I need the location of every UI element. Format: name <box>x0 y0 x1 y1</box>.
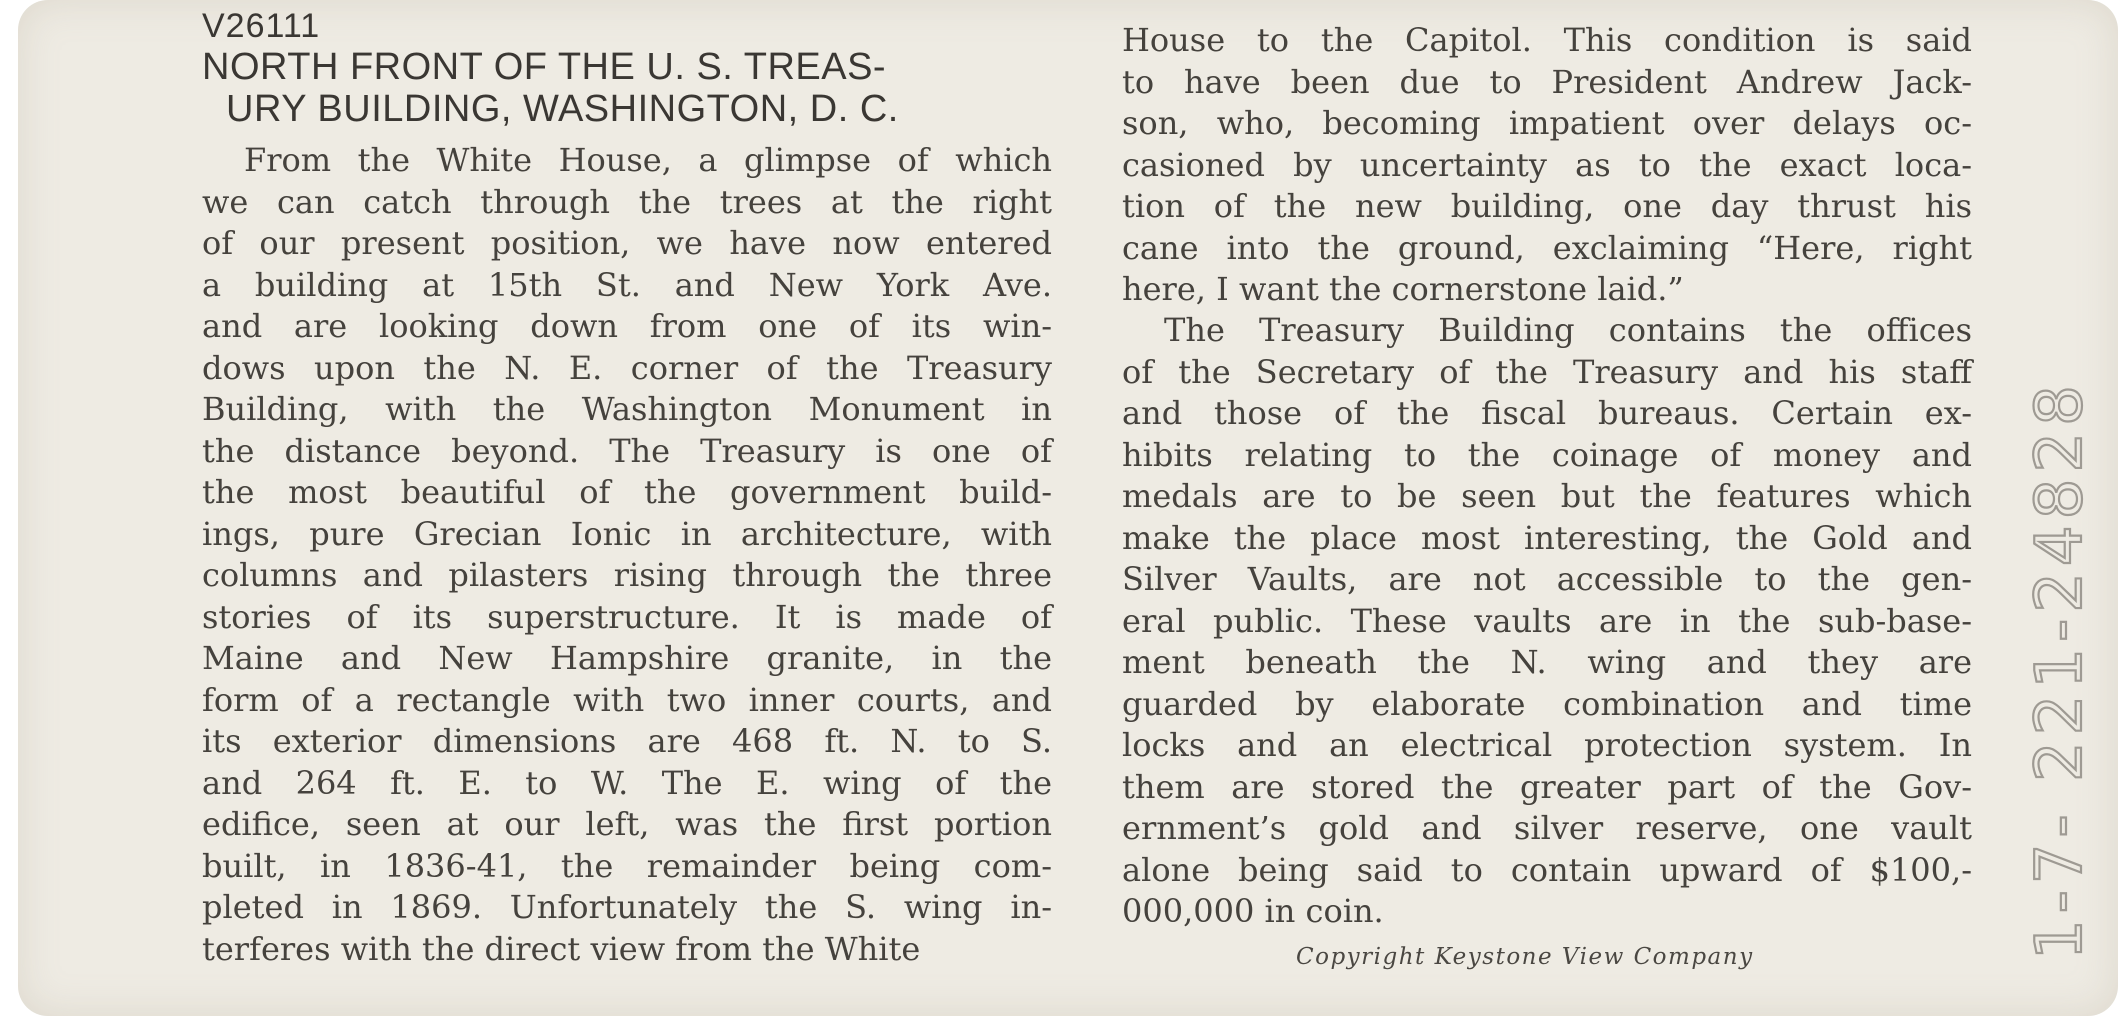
text-line: eral public. These vaults are in the sub-base- <box>1122 601 1972 640</box>
text-line: built, in 1836-41, the remainder being com- <box>202 846 1052 885</box>
stereograph-card-back <box>18 0 2118 1016</box>
text-line: a building at 15th St. and New York Ave. <box>202 265 1052 304</box>
text-line: pleted in 1869. Unfortunately the S. wing in- <box>202 888 1052 926</box>
description-paragraph-1 <box>202 140 1052 970</box>
description-paragraph-3 <box>1122 310 1972 933</box>
catalog-number: V26111 <box>202 7 321 45</box>
text-line: son, who, becoming impatient over delays oc- <box>1122 104 1972 142</box>
text-line: locks and an electrical protection system. In <box>1122 726 1972 764</box>
text-line: stories of its superstructure. It is made of <box>202 597 1052 636</box>
handwritten-pencil-note <box>2003 30 2123 970</box>
text-line: medals are to be seen but the features which <box>1122 477 1972 515</box>
text-line: its exterior dimensions are 468 ft. N. to S. <box>202 722 1052 760</box>
text-line: Silver Vaults, are not accessible to the gen- <box>1122 560 1972 598</box>
text-line: tion of the new building, one day thrust his <box>1122 187 1972 225</box>
text-line: of our present position, we have now entered <box>202 224 1052 262</box>
text-line: ings, pure Grecian Ionic in architecture, with <box>202 514 1052 553</box>
text-line: and 264 ft. E. to W. The E. wing of the <box>202 763 1052 802</box>
text-line: edifice, seen at our left, was the first portion <box>202 805 1052 843</box>
text-line: hibits relating to the coinage of money and <box>1122 435 1972 474</box>
text-line: here, I want the cornerstone laid.” <box>1122 270 1684 308</box>
text-line: columns and pilasters rising through the three <box>202 556 1052 594</box>
text-line: 000,000 in coin. <box>1122 892 1384 930</box>
card-title <box>202 46 1052 130</box>
text-line: the distance beyond. The Treasury is one of <box>202 431 1052 470</box>
text-line: we can catch through the trees at the right <box>202 182 1052 221</box>
text-line: form of a rectangle with two inner courts, and <box>202 680 1052 719</box>
text-line: casioned by uncertainty as to the exact loca- <box>1122 145 1972 184</box>
text-line: ernment’s gold and silver reserve, one vault <box>1122 809 1972 847</box>
text-line: dows upon the N. E. corner of the Treasury <box>202 348 1052 387</box>
text-line: the most beautiful of the government build- <box>202 473 1052 511</box>
text-line: The Treasury Building contains the offices <box>1164 311 1972 349</box>
text-line: and those of the fiscal bureaus. Certain ex- <box>1122 394 1972 432</box>
text-line: House to the Capitol. This condition is said <box>1122 21 1972 59</box>
description-paragraph-2 <box>1122 20 1972 311</box>
text-line: terferes with the direct view from the White <box>202 929 921 968</box>
text-line: Building, with the Washington Monument in <box>202 390 1052 428</box>
text-line: guarded by elaborate combination and time <box>1122 684 1972 723</box>
text-line: them are stored the greater part of the Gov- <box>1122 767 1972 806</box>
text-line: ment beneath the N. wing and they are <box>1122 643 1972 681</box>
pencil-note-text: 1-7- 221-24828 <box>2023 379 2097 960</box>
text-line: and are looking down from one of its win- <box>202 307 1052 345</box>
text-line: make the place most interesting, the Gold and <box>1122 518 1972 557</box>
text-line: From the White House, a glimpse of which <box>244 141 1052 179</box>
text-line: alone being said to contain upward of $100,- <box>1122 850 1972 889</box>
title-line-2: URY BUILDING, WASHINGTON, D. C. <box>226 88 899 130</box>
pencil-note-drawing <box>2003 30 2123 970</box>
text-line: to have been due to President Andrew Jack- <box>1122 62 1972 101</box>
copyright-notice: Copyright Keystone View Company <box>1296 944 1754 970</box>
text-line: of the Secretary of the Treasury and his staff <box>1122 352 1972 391</box>
text-line: cane into the ground, exclaiming “Here, right <box>1122 228 1972 267</box>
title-line-1: NORTH FRONT OF THE U. S. TREAS- <box>202 46 887 88</box>
text-line: Maine and New Hampshire granite, in the <box>202 639 1052 677</box>
